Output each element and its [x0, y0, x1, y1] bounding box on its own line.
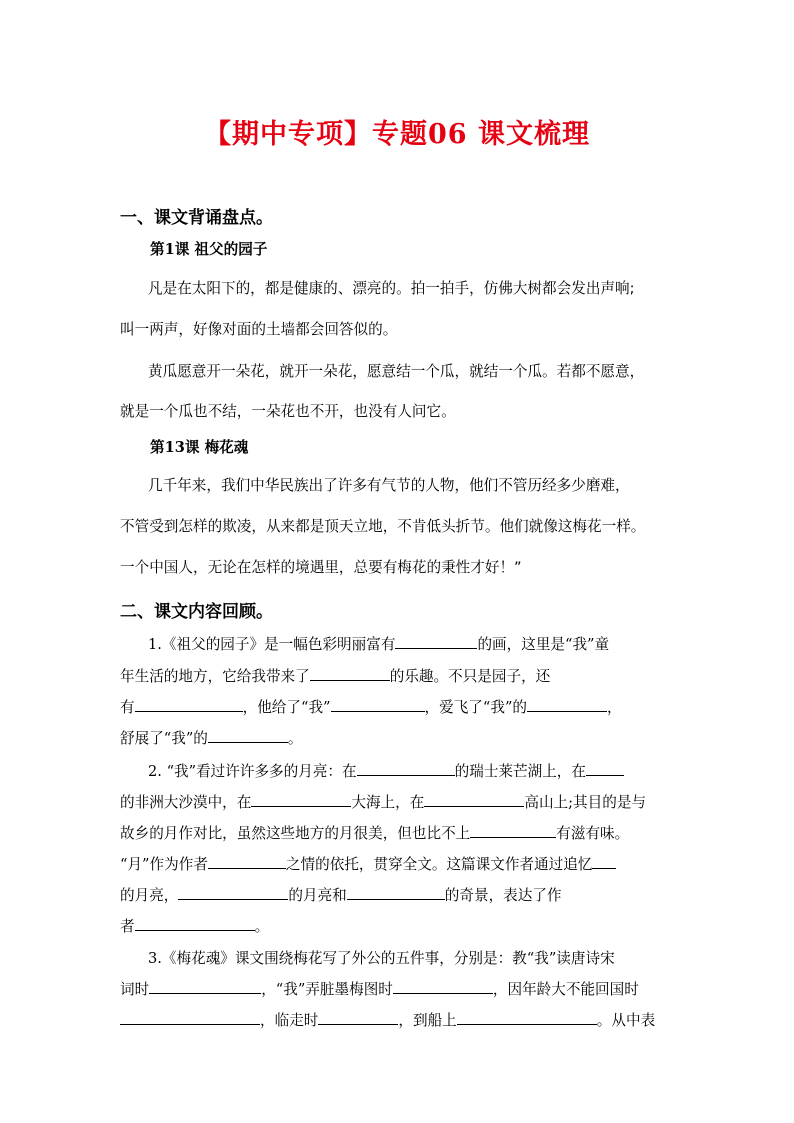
question-text: 舒展了“我”的	[120, 730, 208, 747]
lesson13-text-line: 一个中国人，无论在怎样的境遇里，总要有梅花的秉性才好！”	[120, 559, 522, 576]
question-text: 。	[254, 918, 270, 935]
question-text: 。从中表	[596, 1012, 656, 1029]
question-1-line	[120, 665, 550, 686]
question-text: 者	[120, 918, 135, 935]
question-2-line	[120, 884, 562, 905]
question-text: ，爱飞了“我”的	[424, 699, 528, 716]
lesson13-text-line: 不管受到怎样的欺凌，从来都是顶天立地，不肯低头折节。他们就像这梅花一样。	[120, 518, 646, 535]
question-text: 2. “我”看过许许多多的月亮：在	[148, 763, 357, 780]
question-2-line	[120, 791, 646, 812]
answer-blank[interactable]	[357, 761, 455, 776]
answer-blank[interactable]	[310, 666, 390, 681]
lesson1-text-line: 凡是在太阳下的，都是健康的、漂亮的。拍一拍手，仿佛大树都会发出声响;	[148, 280, 635, 297]
answer-blank[interactable]	[208, 854, 286, 869]
answer-blank[interactable]	[347, 885, 445, 900]
question-text: 的奇景，表达了作	[444, 887, 562, 904]
question-text: 1.《祖父的园子》是一幅色彩明丽富有	[148, 636, 396, 653]
section1-heading: 一、课文背诵盘点。	[120, 208, 273, 228]
answer-blank[interactable]	[149, 979, 261, 994]
question-text: ，临走时	[260, 1012, 319, 1029]
lesson13-text-line: 几千年来，我们中华民族出了许多有气节的人物，他们不管历经多少磨难，	[148, 477, 630, 494]
question-2-line	[120, 853, 616, 874]
answer-blank[interactable]	[178, 885, 288, 900]
lesson1-text-line: 叫一两声，好像对面的土墙都会回答似的。	[120, 321, 398, 338]
answer-blank[interactable]	[251, 792, 351, 807]
question-text: 词时	[120, 981, 150, 998]
answer-blank[interactable]	[135, 697, 243, 712]
answer-blank[interactable]	[120, 1010, 260, 1025]
lesson1-heading: 第1课 祖父的园子	[150, 241, 268, 258]
answer-blank[interactable]	[424, 792, 524, 807]
question-text: 的乐趣。不只是园子，还	[389, 668, 551, 685]
question-text: 年生活的地方，它给我带来了	[120, 668, 310, 685]
answer-blank[interactable]	[395, 634, 477, 649]
question-text: 。	[287, 730, 303, 747]
lesson13-heading: 第13课 梅花魂	[150, 439, 249, 456]
question-3-line	[120, 978, 639, 999]
question-text: ，到船上	[398, 1012, 457, 1029]
answer-blank[interactable]	[331, 697, 425, 712]
answer-blank[interactable]	[470, 823, 556, 838]
page-title: 【期中专项】专题06 课文梳理	[204, 119, 590, 150]
question-2-line	[120, 915, 269, 936]
question-1-line	[120, 696, 622, 717]
question-text: ，他给了“我”	[242, 699, 331, 716]
question-text: 的月亮，	[120, 887, 179, 904]
question-text: 高山上;其目的是与	[524, 794, 647, 811]
answer-blank[interactable]	[208, 728, 288, 743]
question-text: 大海上，在	[351, 794, 425, 811]
answer-blank[interactable]	[586, 761, 624, 776]
answer-blank[interactable]	[592, 854, 616, 869]
lesson1-text-line: 就是一个瓜也不结，一朵花也不开，也没有人问它。	[120, 403, 456, 420]
question-text: 有滋有味。	[556, 825, 630, 842]
question-3-line: 3.《梅花魂》课文围绕梅花写了外公的五件事，分别是：教“我”读唐诗宋	[148, 950, 615, 967]
lesson1-text-line: 黄瓜愿意开一朵花，就开一朵花，愿意结一个瓜，就结一个瓜。若都不愿意，	[148, 363, 645, 380]
question-2-line	[120, 822, 629, 843]
question-1-line	[148, 633, 609, 654]
question-text: ，因年龄大不能回国时	[492, 981, 639, 998]
answer-blank[interactable]	[457, 1010, 597, 1025]
section2-heading: 二、课文内容回顾。	[120, 602, 273, 622]
question-text: “月”作为作者	[120, 856, 208, 873]
answer-blank[interactable]	[135, 916, 255, 931]
question-text: ，	[607, 699, 622, 716]
question-text: 的瑞士莱芒湖上，在	[454, 763, 586, 780]
question-2-line	[148, 760, 624, 781]
question-text: 有	[120, 699, 135, 716]
answer-blank[interactable]	[527, 697, 607, 712]
question-1-line	[120, 727, 303, 748]
question-text: 之情的依托，贯穿全文。这篇课文作者通过追忆	[285, 856, 593, 873]
question-text: 的非洲大沙漠中，在	[120, 794, 252, 811]
question-text: 的月亮和	[288, 887, 347, 904]
answer-blank[interactable]	[318, 1010, 398, 1025]
answer-blank[interactable]	[393, 979, 493, 994]
question-text: 故乡的月作对比，虽然这些地方的月很美，但也比不上	[120, 825, 471, 842]
question-text: ，“我”弄脏墨梅图时	[261, 981, 393, 998]
question-text: 的画，这里是“我”童	[477, 636, 610, 653]
question-3-line	[120, 1009, 655, 1030]
